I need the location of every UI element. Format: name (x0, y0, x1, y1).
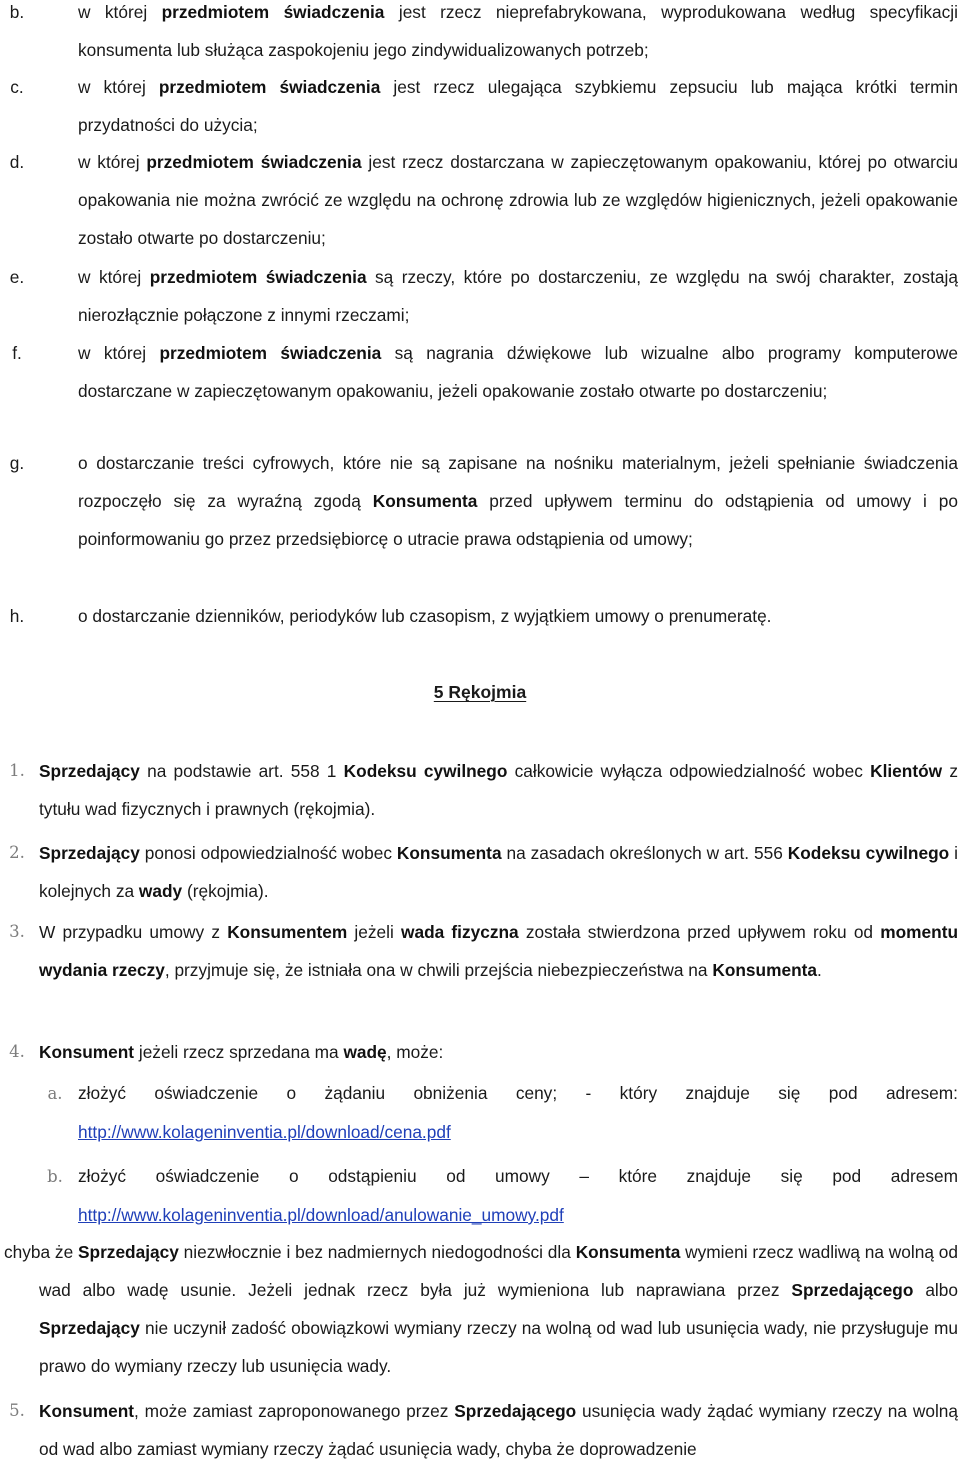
list-marker: g. (9, 453, 25, 473)
list-item-c (0, 68, 960, 144)
list-item-g (0, 444, 960, 558)
list-item-text: w której przedmiotem świadczenia jest rzecz ulegająca szybkiemu zepsuciu lub mająca krótki termin przydatności do użycia; (78, 77, 958, 135)
list-marker: c. (10, 77, 24, 97)
point-text: złożyć oświadczenie o odstąpieniu od umowy – które znajduje się pod adresem http://www.kolageninventia.pl/download/anulowanie_umowy.pdf (78, 1166, 958, 1225)
point-4b (0, 1157, 960, 1235)
list-marker: d. (9, 152, 25, 172)
list-item-e (0, 258, 960, 334)
point-text: złożyć oświadczenie o żądaniu obniżenia ceny; - który znajduje się pod adresem: http://www.kolageninventia.pl/download/cena.pdf (78, 1083, 958, 1142)
point-4-continuation (0, 1233, 960, 1385)
list-marker: e. (9, 267, 25, 287)
point-marker: 3. (9, 922, 25, 941)
section-heading: 5 Rękojmia (433, 682, 527, 702)
point-2 (0, 834, 960, 910)
point-text: W przypadku umowy z Konsumentem jeżeli wada fizyczna została stwierdzona przed upływem roku od momentu wydania rzeczy, przyjmuje się, że istniała ona w chwili przejścia niebezpieczeństwa na Konsumenta. (39, 922, 958, 980)
list-item-b (0, 0, 960, 69)
list-marker: h. (9, 606, 25, 626)
point-text: chyba że Sprzedający niezwłocznie i bez nadmiernych niedogodności dla Konsumenta wymieni rzecz wadliwą na wolną od wad albo wadę usunie. Jeżeli jednak rzecz była już wymieniona lub naprawiana przez Sprzedającego albo Sprzedający nie uczynił zadość obowiązkowi wymiany rzeczy na wolną od wad lub usunięcia wady, nie przysługuje mu prawo do wymiany rzeczy lub usunięcia wady. (4, 1242, 958, 1376)
list-item-text: o dostarczanie treści cyfrowych, które nie są zapisane na nośniku materialnym, jeżeli spełnianie świadczenia rozpoczęło się za wyraźną zgodą Konsumenta przed upływem terminu do odstąpienia od umowy i po poinformowaniu go przez przedsiębiorcę o utracie prawa odstąpienia od umowy; (78, 453, 958, 549)
point-5 (0, 1392, 960, 1468)
list-marker: b. (9, 2, 25, 22)
cena-pdf-link[interactable]: http://www.kolageninventia.pl/download/cena.pdf (78, 1122, 451, 1142)
list-item-text: w której przedmiotem świadczenia są rzeczy, które po dostarczeniu, ze względu na swój charakter, zostają nierozłącznie połączone z innymi rzeczami; (78, 267, 958, 325)
point-4a (0, 1074, 960, 1152)
point-marker: 2. (9, 843, 25, 862)
point-text: Sprzedający na podstawie art. 558 1 Kodeksu cywilnego całkowicie wyłącza odpowiedzialność wobec Klientów z tytułu wad fizycznych i prawnych (rękojmia). (39, 761, 958, 819)
point-1 (0, 752, 960, 828)
list-item-h (0, 597, 960, 635)
point-marker: b. (47, 1167, 63, 1186)
list-item-d (0, 143, 960, 257)
point-text: Sprzedający ponosi odpowiedzialność wobec Konsumenta na zasadach określonych w art. 556 Kodeksu cywilnego i kolejnych za wady (rękojmia). (39, 843, 958, 901)
list-item-text: w której przedmiotem świadczenia są nagrania dźwiękowe lub wizualne albo programy komputerowe dostarczane w zapieczętowanym opakowaniu, jeżeli opakowanie zostało otwarte po dostarczeniu; (78, 343, 959, 401)
list-item-text: o dostarczanie dzienników, periodyków lub czasopism, z wyjątkiem umowy o prenumeratę. (78, 606, 772, 626)
point-4 (0, 1033, 960, 1071)
point-marker: 5. (9, 1401, 25, 1420)
anulowanie-umowy-pdf-link[interactable]: http://www.kolageninventia.pl/download/anulowanie_umowy.pdf (78, 1205, 564, 1225)
point-3 (0, 913, 960, 989)
point-text: Konsument jeżeli rzecz sprzedana ma wadę, może: (39, 1042, 444, 1062)
list-item-text: w której przedmiotem świadczenia jest rzecz dostarczana w zapieczętowanym opakowaniu, której po otwarciu opakowania nie można zwrócić ze względu na ochronę zdrowia lub ze względów higienicznych, jeżeli opakowanie zostało otwarte po dostarczeniu; (78, 152, 958, 248)
list-item-f (0, 334, 960, 410)
point-marker: 4. (9, 1042, 25, 1061)
point-marker: a. (47, 1084, 63, 1103)
point-text: Konsument, może zamiast zaproponowanego przez Sprzedającego usunięcia wady żądać wymiany rzeczy na wolną od wad albo zamiast wymiany rzeczy żądać usunięcia wady, chyba że doprowadzenie (39, 1401, 958, 1459)
point-marker: 1. (9, 761, 25, 780)
list-marker: f. (12, 343, 22, 363)
list-item-text: w której przedmiotem świadczenia jest rzecz nieprefabrykowana, wyprodukowana według specyfikacji konsumenta lub służąca zaspokojeniu jego zindywidualizowanych potrzeb; (78, 2, 958, 60)
